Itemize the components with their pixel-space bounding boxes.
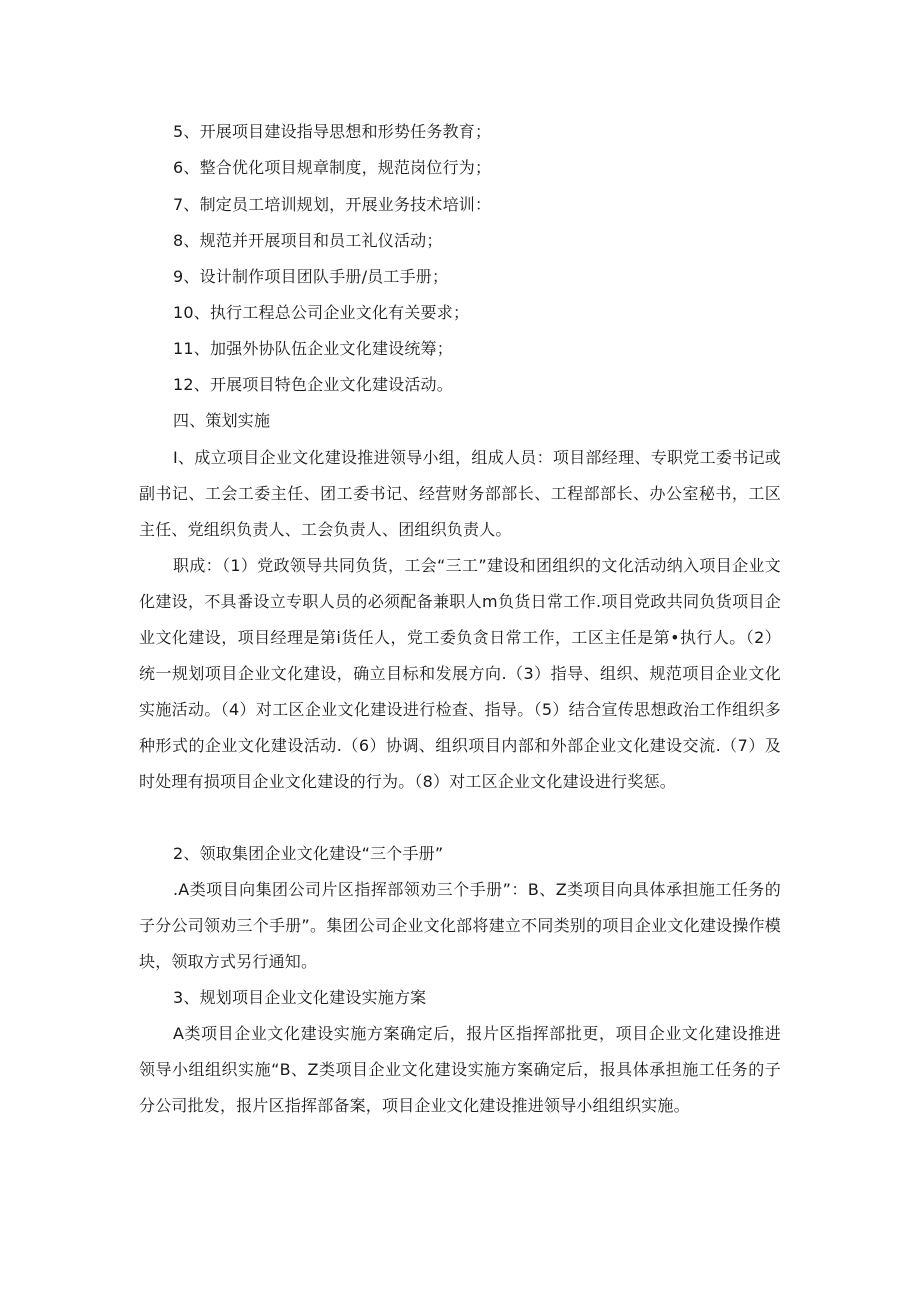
paragraph-duties: 职成：（1）党政领导共同负货，工会“三工”建设和团组织的文化活动纳入项目企业文化建设，不具番设立专职人员的必须配备兼职人m负货日常工作.项目党政共同负货项目企业文化建设，项目经理是第i货任人，党工委负贪日常工作，工区主任是第•执行人。（2）统一规划项目企业文化建设，确立目标和发展方向.（3）指导、组织、规范项目企业文化实施活动。（4）对工区企业文化建设进行检查、指导。（5）结合宣传思想政治工作组织多种形式的企业文化建设活动.（6）协调、组织项目内部和外部企业文化建设交流.（7）及时处理有损项目企业文化建设的行为。（8）对工区企业文化建设进行奖惩。 [139, 556, 781, 791]
list-item: 8、规范并开展项目和员工礼仪活动； [173, 231, 443, 250]
list-item: 6、整合优化项目规章制度，规范岗位行为； [173, 158, 492, 177]
paragraph-plan: A类项目企业文化建设实施方案确定后，报片区指挥部批更，项目企业文化建设推进领导小组组织实施“B、Z类项目企业文化建设实施方案确定后，报具体承担施工任务的子分公司批发，报片区指挥部备案，项目企业文化建设推进领导小组组织实施。 [139, 1024, 781, 1115]
section-heading: 四、策划实施 [173, 411, 271, 430]
paragraph-leadership-group: I、成立项目企业文化建设推进领导小组，组成人员：项目部经理、专职党工委书记或副书记、工会工委主任、团工委书记、经营财务部部长、工程部部长、办公室秘书，工区主任、党组织负责人、工会负责人、团组织负责人。 [139, 448, 781, 539]
list-item: 10、执行工程总公司企业文化有关要求； [173, 303, 470, 322]
list-item: 12、开展项目特色企业文化建设活动。 [173, 375, 453, 394]
paragraph-heading-manuals: 2、领取集团企业文化建设“三个手册” [173, 844, 444, 863]
list-item: 7、制定员工培训规划，开展业务技术培训： [173, 195, 492, 214]
paragraph-heading-plan: 3、规划项目企业文化建设实施方案 [173, 988, 427, 1007]
list-item: 5、开展项目建设指导思想和形势任务教育； [173, 122, 492, 141]
list-item: 9、设计制作项目团队手册/员工手册； [173, 267, 449, 286]
paragraph-manuals: .A类项目向集团公司片区指挥部领劝三个手册”：B、Z类项目向具体承担施工任务的子分公司领劝三个手册”。集团公司企业文化部将建立不同类别的项目企业文化建设操作模块，领取方式另行通知。 [139, 880, 781, 971]
list-item: 11、加强外协队伍企业文化建设统筹； [173, 339, 453, 358]
